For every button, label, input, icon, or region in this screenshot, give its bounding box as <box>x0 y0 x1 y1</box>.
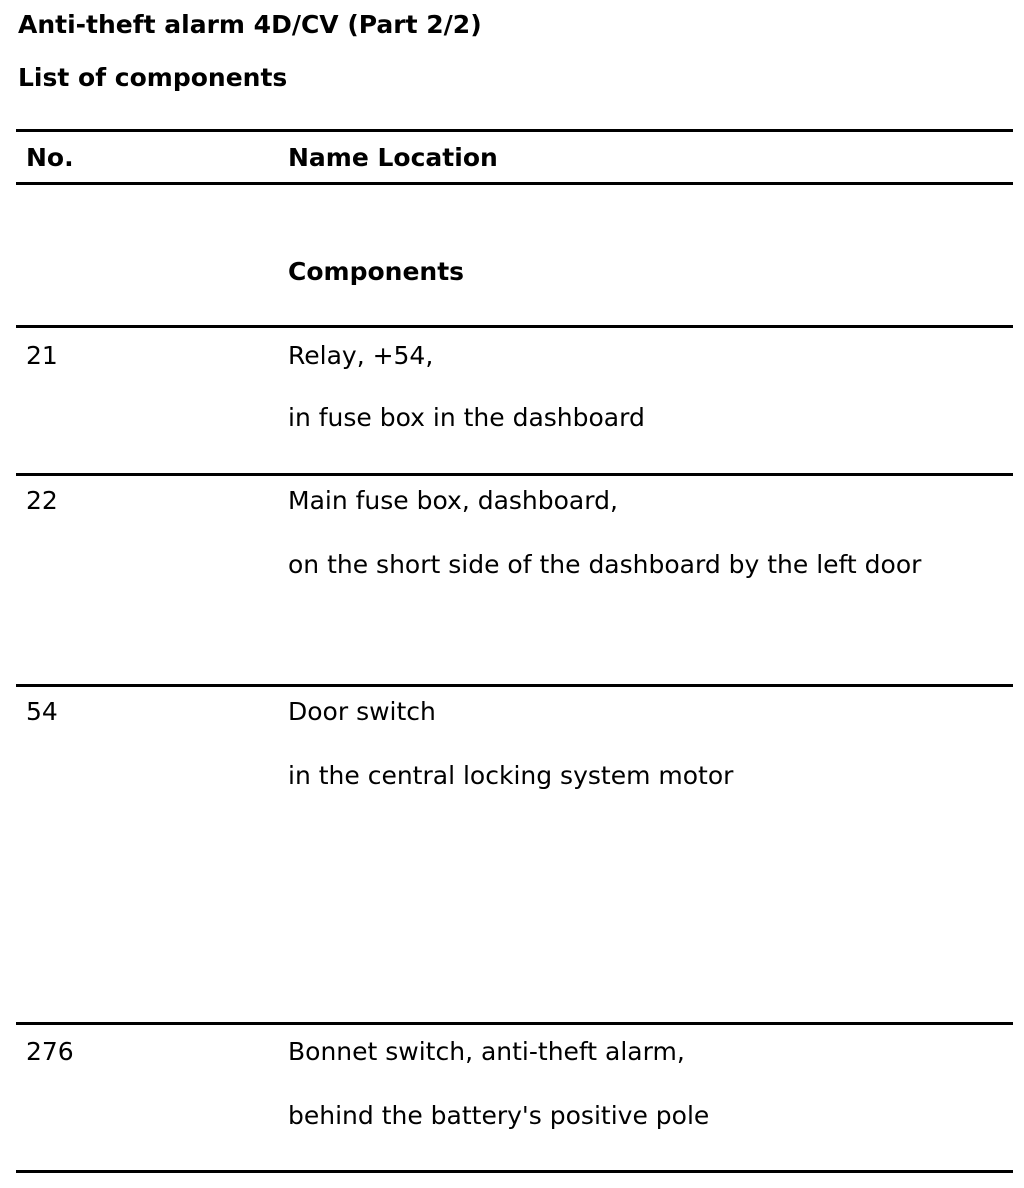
row-location: in the central locking system motor <box>288 761 734 790</box>
row-divider <box>16 1022 1013 1025</box>
header-no: No. <box>26 143 74 172</box>
row-name: Relay, +54, <box>288 341 434 370</box>
row-name: Door switch <box>288 697 436 726</box>
row-divider <box>16 473 1013 476</box>
row-number: 22 <box>26 486 58 515</box>
table-top-rule <box>16 129 1013 132</box>
header-bottom-rule <box>16 182 1013 185</box>
document-title: Anti-theft alarm 4D/CV (Part 2/2) <box>18 10 482 39</box>
section-label: Components <box>288 257 465 286</box>
row-number: 54 <box>26 697 58 726</box>
row-location: in fuse box in the dashboard <box>288 403 645 432</box>
row-location: behind the battery's positive pole <box>288 1101 710 1130</box>
row-name: Bonnet switch, anti-theft alarm, <box>288 1037 685 1066</box>
row-divider <box>16 325 1013 328</box>
document-subtitle: List of components <box>18 63 288 92</box>
table-bottom-rule <box>16 1170 1013 1173</box>
row-number: 276 <box>26 1037 74 1066</box>
header-name-location: Name Location <box>288 143 498 172</box>
row-name: Main fuse box, dashboard, <box>288 486 618 515</box>
row-location: on the short side of the dashboard by the left door <box>288 550 922 579</box>
row-number: 21 <box>26 341 58 370</box>
row-divider <box>16 684 1013 687</box>
